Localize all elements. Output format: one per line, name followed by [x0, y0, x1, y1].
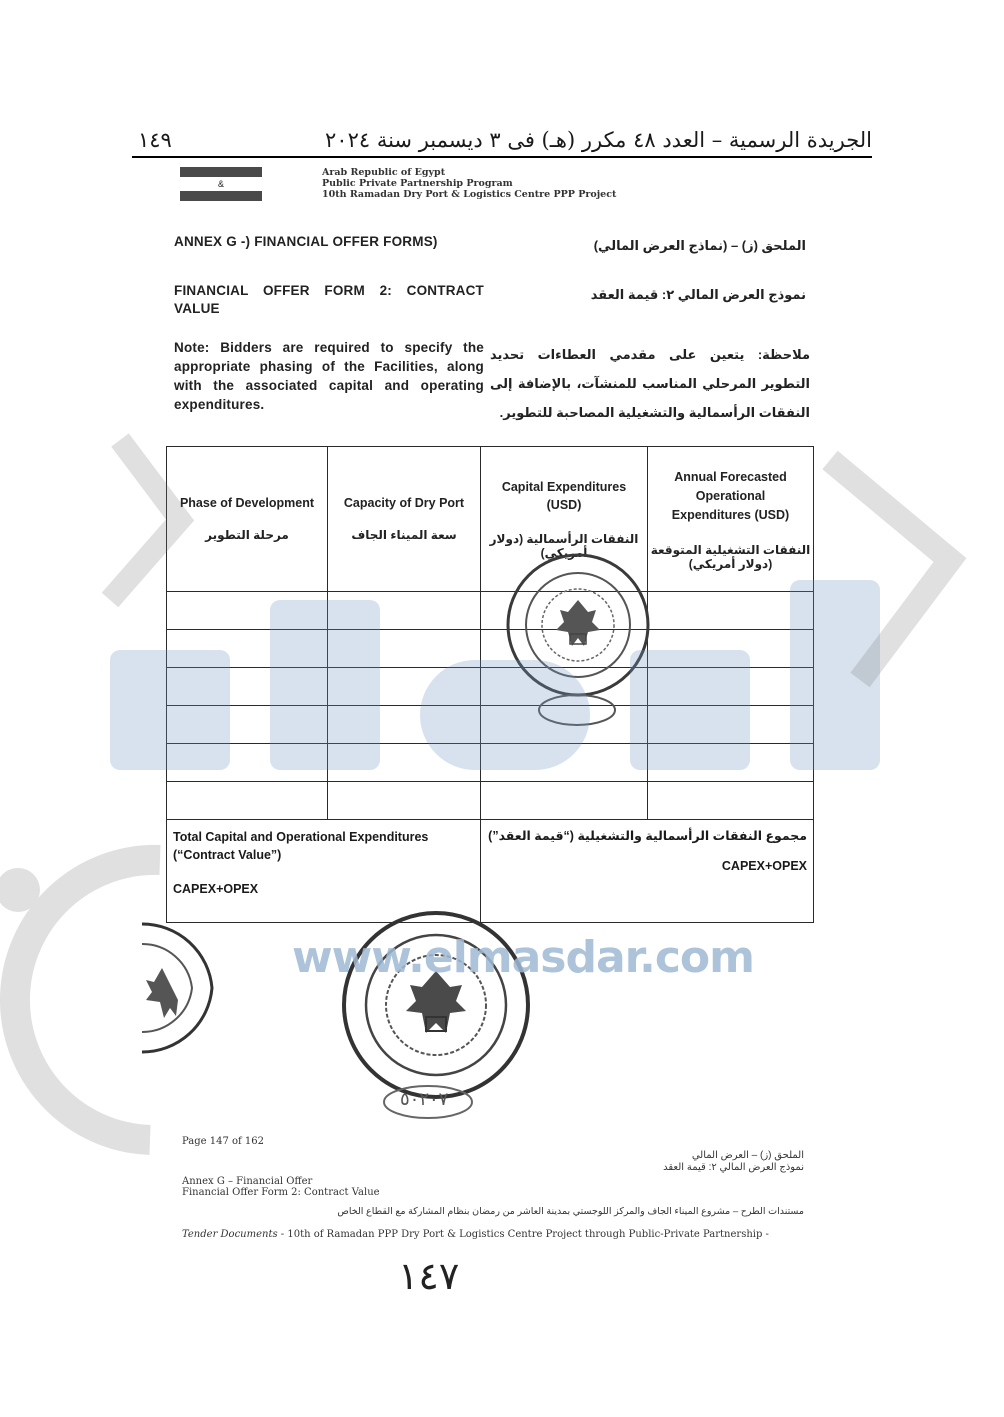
- cell-capex[interactable]: [481, 744, 648, 782]
- footer-annex-ar: الملحق (ز) – العرض المالي نموذج العرض المالي ٢: قيمة العقد: [663, 1150, 804, 1173]
- cell-capacity[interactable]: [328, 706, 481, 744]
- total-label-en: Total Capital and Operational Expenditures (“Contract Value”) CAPEX+OPEX: [167, 820, 481, 923]
- cell-capacity[interactable]: [328, 592, 481, 630]
- footer-annex: Annex G – Financial Offer Financial Offer Form 2: Contract Value: [182, 1176, 380, 1198]
- cell-capacity[interactable]: [328, 668, 481, 706]
- cell-capex[interactable]: [481, 782, 648, 820]
- gazette-header: [132, 112, 872, 158]
- form-title-ar: نموذج العرض المالي ٢: قيمة العقد: [590, 287, 806, 302]
- header-capex: Capital Expenditures (USD) النفقات الرأسمالية (دولار أمريكي): [481, 447, 648, 592]
- header-opex: Annual Forecasted Operational Expenditures (USD) النفقات التشغيلية المتوقعة (دولار أمريكي): [648, 447, 814, 592]
- cell-opex[interactable]: [648, 744, 814, 782]
- page-number: ١٤٩: [138, 128, 172, 152]
- cell-opex[interactable]: [648, 706, 814, 744]
- official-seal-top: [490, 550, 665, 700]
- total-label-ar[interactable]: مجموع النفقات الرأسمالية والتشغيلية (“قيمة العقد”) CAPEX+OPEX: [481, 820, 814, 923]
- footer-page: Page 147 of 162: [182, 1136, 264, 1147]
- stamp-oval-top: [535, 690, 620, 730]
- watermark-right-curve: [800, 440, 1000, 800]
- header-capacity: Capacity of Dry Port سعة الميناء الجاف: [328, 447, 481, 592]
- total-formula-en: CAPEX+OPEX: [173, 882, 259, 896]
- cell-capacity[interactable]: [328, 782, 481, 820]
- total-formula-ar: CAPEX+OPEX: [721, 859, 807, 873]
- ppp-logo: &: [180, 167, 262, 205]
- table-row: [167, 706, 814, 744]
- footer-tender-en: Tender Documents - 10th of Ramadan PPP Dry Port & Logistics Centre Project through Public-Private Partnership -: [182, 1229, 769, 1240]
- cell-capacity[interactable]: [328, 630, 481, 668]
- program-country: Arab Republic of Egypt: [322, 167, 446, 178]
- cell-opex[interactable]: [648, 668, 814, 706]
- form-title-en-line1: FINANCIAL OFFER FORM 2: CONTRACT: [174, 283, 484, 298]
- table-row: [167, 744, 814, 782]
- table-row: [167, 782, 814, 820]
- form-title-en-line2: VALUE: [174, 301, 220, 316]
- program-info: [322, 167, 616, 200]
- cell-opex[interactable]: [648, 630, 814, 668]
- note-en: Note: Bidders are required to specify the appropriate phasing of the Facilities, along with the associated capital and operating expenditures.: [174, 340, 484, 412]
- program-name: Public Private Partnership Program: [322, 178, 513, 189]
- cell-capacity[interactable]: [328, 744, 481, 782]
- watermark-url: www.elmasdar.com: [292, 932, 754, 983]
- footer-tender-ar: مستندات الطرح – مشروع الميناء الجاف والمركز اللوجستي بمدينة العاشر من رمضان بنظام المشاركة مع القطاع الخاص: [337, 1206, 804, 1217]
- handwritten-page-number: ١٤٧: [398, 1254, 460, 1298]
- header-phase: Phase of Development مرحلة التطوير: [167, 447, 328, 592]
- program-project: 10th Ramadan Dry Port & Logistics Centre PPP Project: [322, 189, 617, 200]
- form-title-en: [174, 282, 484, 318]
- annex-title-ar: الملحق (ز) – (نماذج العرض المالي): [593, 238, 806, 253]
- annex-title-en: ANNEX G -) FINANCIAL OFFER FORMS): [174, 234, 438, 249]
- watermark-left-curve: [0, 420, 260, 1180]
- gazette-title: الجريدة الرسمية – العدد ٤٨ مكرر (هـ) فى ٣ ديسمبر سنة ٢٠٢٤: [325, 128, 872, 152]
- note-ar: ملاحظة: يتعين على مقدمي العطاءات تحديد التطوير المرحلي المناسب للمنشآت، بالإضافة إلى النفقات الرأسمالية والتشغيلية المصاحبة للتطوير.: [490, 347, 810, 420]
- cell-opex[interactable]: [648, 592, 814, 630]
- stamp-number: ٥٠٢٠٧: [400, 1089, 449, 1110]
- cell-opex[interactable]: [648, 782, 814, 820]
